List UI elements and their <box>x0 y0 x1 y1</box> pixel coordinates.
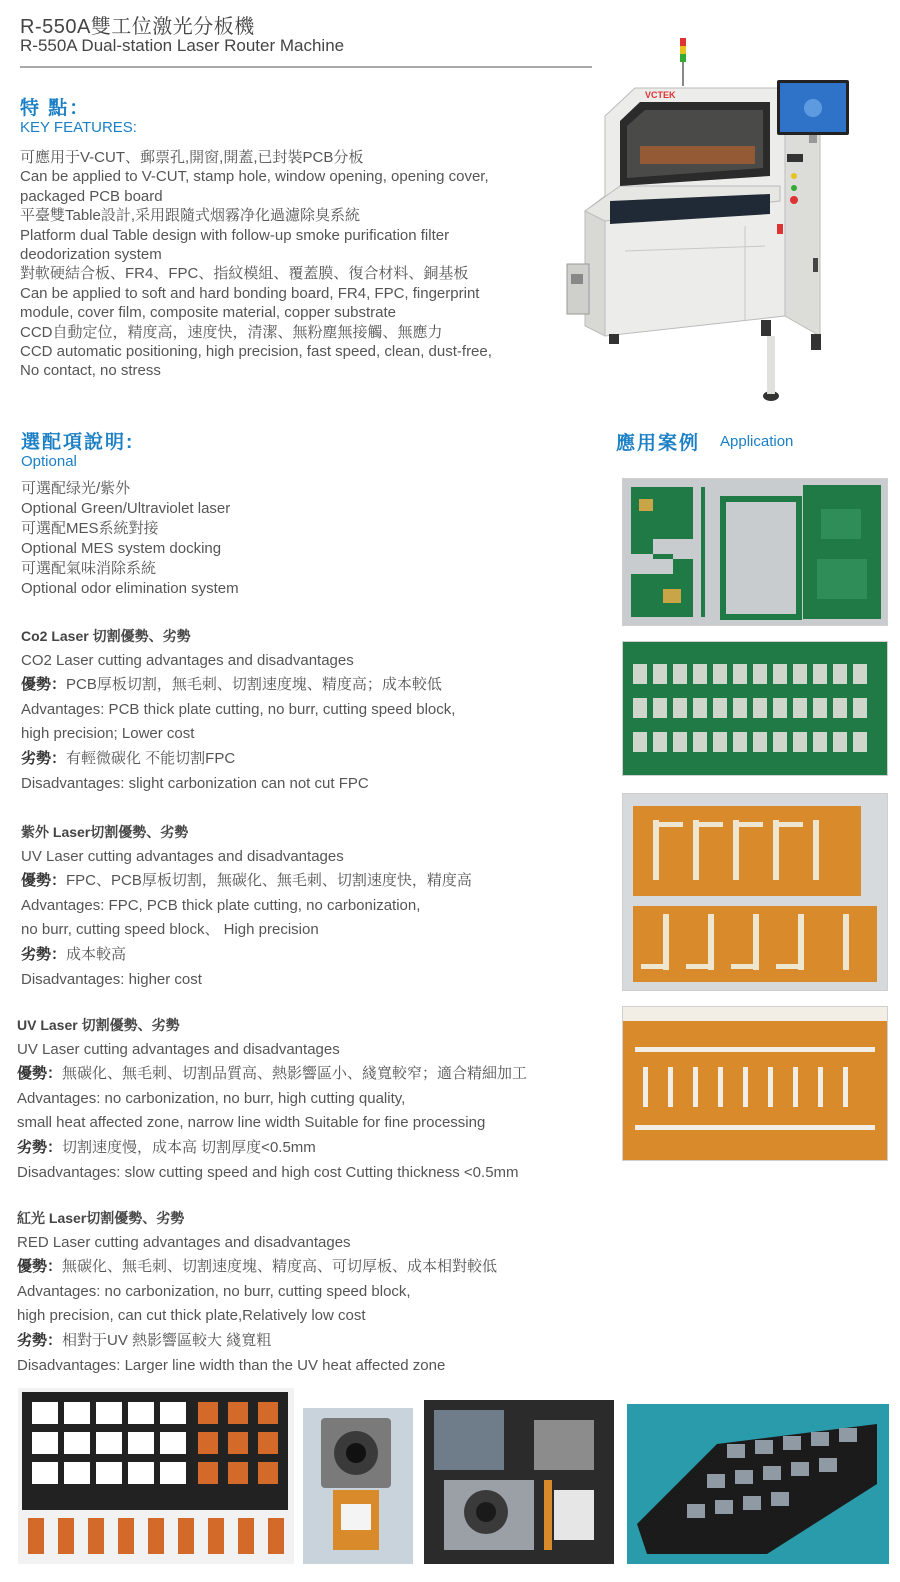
features-heading-en: KEY FEATURES: <box>20 119 137 136</box>
advantage-text-en: no burr, cutting speed block、 High precision <box>21 921 319 939</box>
section-title: Co2 Laser 切割優勢、劣勢 <box>21 628 191 644</box>
advantage-label: 優勢： <box>17 1258 63 1276</box>
application-photo-fpc-orange <box>622 793 888 991</box>
section-subtitle: UV Laser cutting advantages and disadvantages <box>17 1040 340 1058</box>
feature-line: CCD自動定位，精度高，速度快，清潔、無粉塵無接觸、無應力 <box>20 323 443 341</box>
features-list <box>20 148 580 381</box>
bottom-photo-camera-module <box>303 1408 413 1564</box>
optional-line: 可選配绿光/紫外 <box>21 480 131 497</box>
page-title-zh: R-550A雙工位激光分板機 <box>20 16 255 38</box>
advantage-text-zh: FPC、PCB厚板切割，無碳化、無毛刺、切割速度快，精度高 <box>66 872 472 890</box>
optional-line: Optional odor elimination system <box>21 580 239 597</box>
feature-line: Can be applied to V-CUT, stamp hole, window opening, opening cover, <box>20 168 489 186</box>
disadvantage-text-zh: 相對于UV 熱影響區較大 綫寬粗 <box>62 1331 272 1349</box>
disadvantage-text-en: Disadvantages: slow cutting speed and high cost Cutting thickness <0.5mm <box>17 1163 519 1181</box>
feature-line: 對軟硬結合板、FR4、FPC、指紋模組、覆蓋膜、復合材料、銅基板 <box>20 265 469 283</box>
application-heading-en: Application <box>720 433 794 450</box>
application-photo-green-pcb <box>622 478 888 626</box>
advantage-text-zh: 無碳化、無毛刺、切割品質高、熱影響區小、綫寬較窄；適合精細加工 <box>62 1065 528 1083</box>
feature-line: module, cover film, composite material, copper substrate <box>20 304 396 322</box>
feature-line: Platform dual Table design with follow-up smoke purification filter <box>20 226 450 244</box>
disadvantage-label: 劣勢： <box>17 1138 63 1156</box>
section-title: 紫外 Laser切割優勢、劣勢 <box>21 824 189 840</box>
optional-heading-en: Optional <box>21 453 77 470</box>
section-subtitle: CO2 Laser cutting advantages and disadvantages <box>21 651 354 669</box>
application-heading-zh: 應用案例 <box>616 433 701 454</box>
feature-line: deodorization system <box>20 246 162 264</box>
uv-purple-laser-section <box>21 820 472 992</box>
disadvantage-label: 劣勢： <box>21 749 67 767</box>
optional-line: Optional MES system docking <box>21 540 222 557</box>
feature-line: CCD automatic positioning, high precision, fast speed, clean, dust-free, <box>20 343 492 361</box>
application-photo-fpc-zigzag <box>622 1006 888 1161</box>
red-laser-section <box>17 1206 497 1378</box>
title-divider <box>20 66 592 68</box>
bottom-photo-black-pcb-panel <box>18 1388 294 1564</box>
feature-line: 可應用于V-CUT、郵票孔,開窗,開蓋,已封裝PCB分板 <box>20 149 364 166</box>
feature-line: No contact, no stress <box>20 362 161 380</box>
disadvantage-text-en: Disadvantages: slight carbonization can not cut FPC <box>21 774 369 792</box>
advantage-text-en: Advantages: no carbonization, no burr, cutting speed block, <box>17 1282 411 1300</box>
advantage-label: 優勢： <box>21 676 67 694</box>
feature-line: Can be applied to soft and hard bonding board, FR4, FPC, fingerprint <box>20 284 480 302</box>
advantage-text-en: Advantages: no carbonization, no burr, high cutting quality, <box>17 1089 406 1107</box>
disadvantage-text-en: Disadvantages: higher cost <box>21 970 202 988</box>
application-photo-pcb-array <box>622 641 888 776</box>
advantage-label: 優勢： <box>17 1065 63 1083</box>
disadvantage-label: 劣勢： <box>17 1331 63 1349</box>
bottom-photo-black-frame-array <box>627 1404 889 1564</box>
advantage-text-zh: 無碳化、無毛刺、切割速度塊、精度高、可切厚板、成本相對較低 <box>62 1258 498 1276</box>
disadvantage-text-en: Disadvantages: Larger line width than the UV heat affected zone <box>17 1356 446 1374</box>
advantage-text-zh: PCB厚板切割，無毛刺、切割速度塊、精度高；成本較低 <box>66 676 442 694</box>
advantage-text-en: high precision; Lower cost <box>21 725 195 743</box>
uv-laser-section <box>17 1013 527 1185</box>
optional-list <box>21 479 239 599</box>
laser-router-machine-image <box>565 36 865 408</box>
section-title: UV Laser 切割優勢、劣勢 <box>17 1017 180 1033</box>
disadvantage-text-zh: 切割速度慢，成本高 切割厚度<0.5mm <box>62 1138 316 1156</box>
section-subtitle: UV Laser cutting advantages and disadvantages <box>21 847 344 865</box>
machine-brand-text: VCTEK <box>645 90 676 100</box>
bottom-photo-module-closeup <box>424 1400 614 1564</box>
optional-line: Optional Green/Ultraviolet laser <box>21 500 231 517</box>
advantage-text-en: Advantages: FPC, PCB thick plate cutting, no carbonization, <box>21 896 421 914</box>
co2-laser-section <box>21 624 455 796</box>
section-title: 紅光 Laser切割優勢、劣勢 <box>17 1210 185 1226</box>
disadvantage-text-zh: 成本較高 <box>66 945 127 963</box>
advantage-text-en: small heat affected zone, narrow line width Suitable for fine processing <box>17 1114 486 1132</box>
section-subtitle: RED Laser cutting advantages and disadvantages <box>17 1233 351 1251</box>
advantage-text-en: high precision, can cut thick plate,Relatively low cost <box>17 1307 366 1325</box>
optional-line: 可選配MES系統對接 <box>21 520 159 537</box>
feature-line: 平臺雙Table設計,采用跟隨式烟霧净化過濾除臭系統 <box>20 207 361 225</box>
features-heading-zh: 特 點： <box>20 98 91 119</box>
disadvantage-label: 劣勢： <box>21 945 67 963</box>
feature-line: packaged PCB board <box>20 187 163 205</box>
optional-heading-zh: 選配項說明: <box>21 432 135 453</box>
disadvantage-text-zh: 有輕微碳化 不能切割FPC <box>66 749 236 767</box>
optional-line: 可選配氣味消除系統 <box>21 560 157 577</box>
advantage-label: 優勢： <box>21 872 67 890</box>
advantage-text-en: Advantages: PCB thick plate cutting, no burr, cutting speed block, <box>21 700 456 718</box>
page-title-en: R-550A Dual-station Laser Router Machine <box>20 36 345 55</box>
